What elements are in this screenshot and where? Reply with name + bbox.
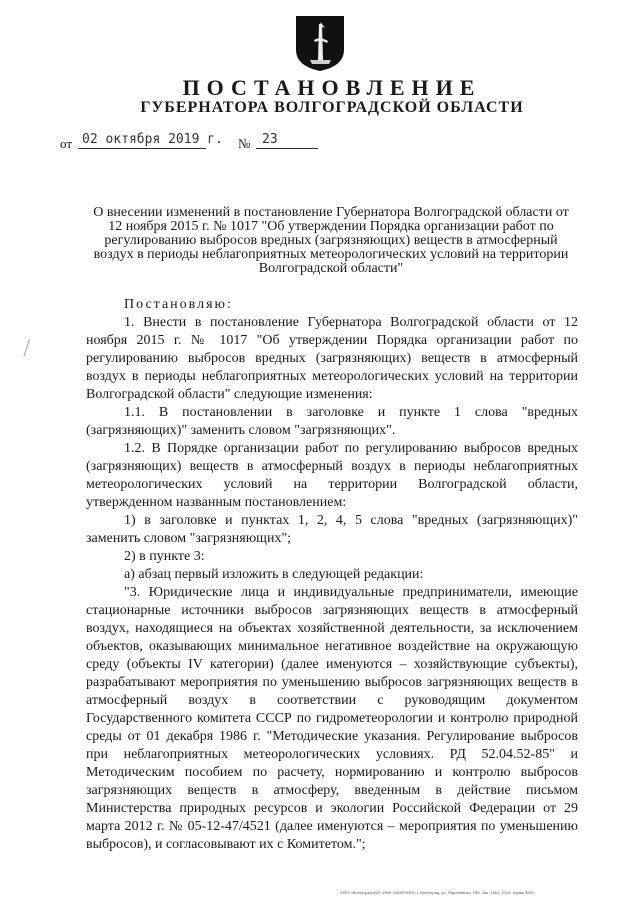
paragraph-1-2: 1.2. В Порядке организации работ по регулированию выбросов вредных (загрязняющих) веществ в атмосферный воздух в периоды неблагоприятных метеорологических условий на территории Волгоградской области, утвержденном названным постановлением: [86,441,578,510]
decree-subject: О внесении изменений в постановление Губернатора Волгоградской области от 12 ноября 2015 г. № 1017 "Об утверждении Порядка организации работ по регулированию выбросов вредных (загрязняющих) веществ в атмосферный воздух в периоды неблагоприятных метеорологических условий на территории Волгоградской области" [93,205,569,276]
margin-pen-mark [23,339,37,359]
quoted-paragraph-3: "3. Юридические лица и индивидуальные предприниматели, имеющие стационарные источники выбросов загрязняющих веществ в атмосферный воздух, находящиеся на объектах хозяйственной деятельности, за исключением объектов, оказывающих минимальное негативное воздействие на окружающую среду (объекты IV категории) (далее именуются – хозяйствующие субъекты), разрабатывают мероприятия по уменьшению выбросов загрязняющих веществ в атмосферный воздух в соответствии с руководящим документом Государственного комитета СССР по гидрометеорологии и контролю природной среды от 01 декабря 1986 г. "Методические указания. Регулирование выбросов при неблагоприятных метеорологических условиях. РД 52.04.52-85" и Методическим пособием по расчету, нормированию и контролю выбросов загрязняющих веществ в атмосферу, введенным в действие письмом Министерства природных ресурсов и экологии Российской Федерации от 29 марта 2012 г. № 05-12-47/4521 (далее именуются – мероприятия по уменьшению выбросов), и согласовывают их с Комитетом."; [86,585,578,852]
paragraph-1-2-2: 2) в пункте 3: [124,549,205,564]
decree-date: 02 октября 2019 г. [82,132,223,147]
decree-word: Постановляю: [124,297,233,312]
number-underline [256,148,318,149]
date-prefix: от [60,136,73,151]
decree-number: 23 [262,132,278,147]
paragraph-1-1: 1.1. В постановлении в заголовке и пункте 1 слова "вредных (загрязняющих)" заменить словом "загрязняющих". [86,405,578,438]
paragraph-1-2-1: 1) в заголовке и пунктах 1, 2, 4, 5 слова "вредных (загрязняющих)" заменить словом "загрязняющих"; [86,513,578,546]
date-underline [78,148,206,149]
decree-meta [60,132,330,154]
document-title: ПОСТАНОВЛЕНИЕ [182,75,482,100]
printer-imprint: ООО «Волгограф-ИЛ» ИНН 3445075309, г. Волгоград, ул. Пархоменко, 29б. Зак. 1961, 2019, тираж 3000 [340,890,534,895]
number-prefix: № [238,136,251,151]
paragraph-1-2-2-a: а) абзац первый изложить в следующей редакции: [124,567,424,582]
document-subtitle: ГУБЕРНАТОРА ВОЛГОГРАДСКОЙ ОБЛАСТИ [140,99,524,116]
paragraph-1: 1. Внести в постановление Губернатора Волгоградской области от 12 ноября 2015 г. № 1017 "Об утверждении Порядка организации работ по регулированию выбросов вредных (загрязняющих) веществ в атмосферный воздух в периоды неблагоприятных метеорологических условий на территории Волгоградской области" следующие изменения: [86,315,578,402]
coat-of-arms-icon [292,14,348,72]
decree-body [86,296,578,854]
